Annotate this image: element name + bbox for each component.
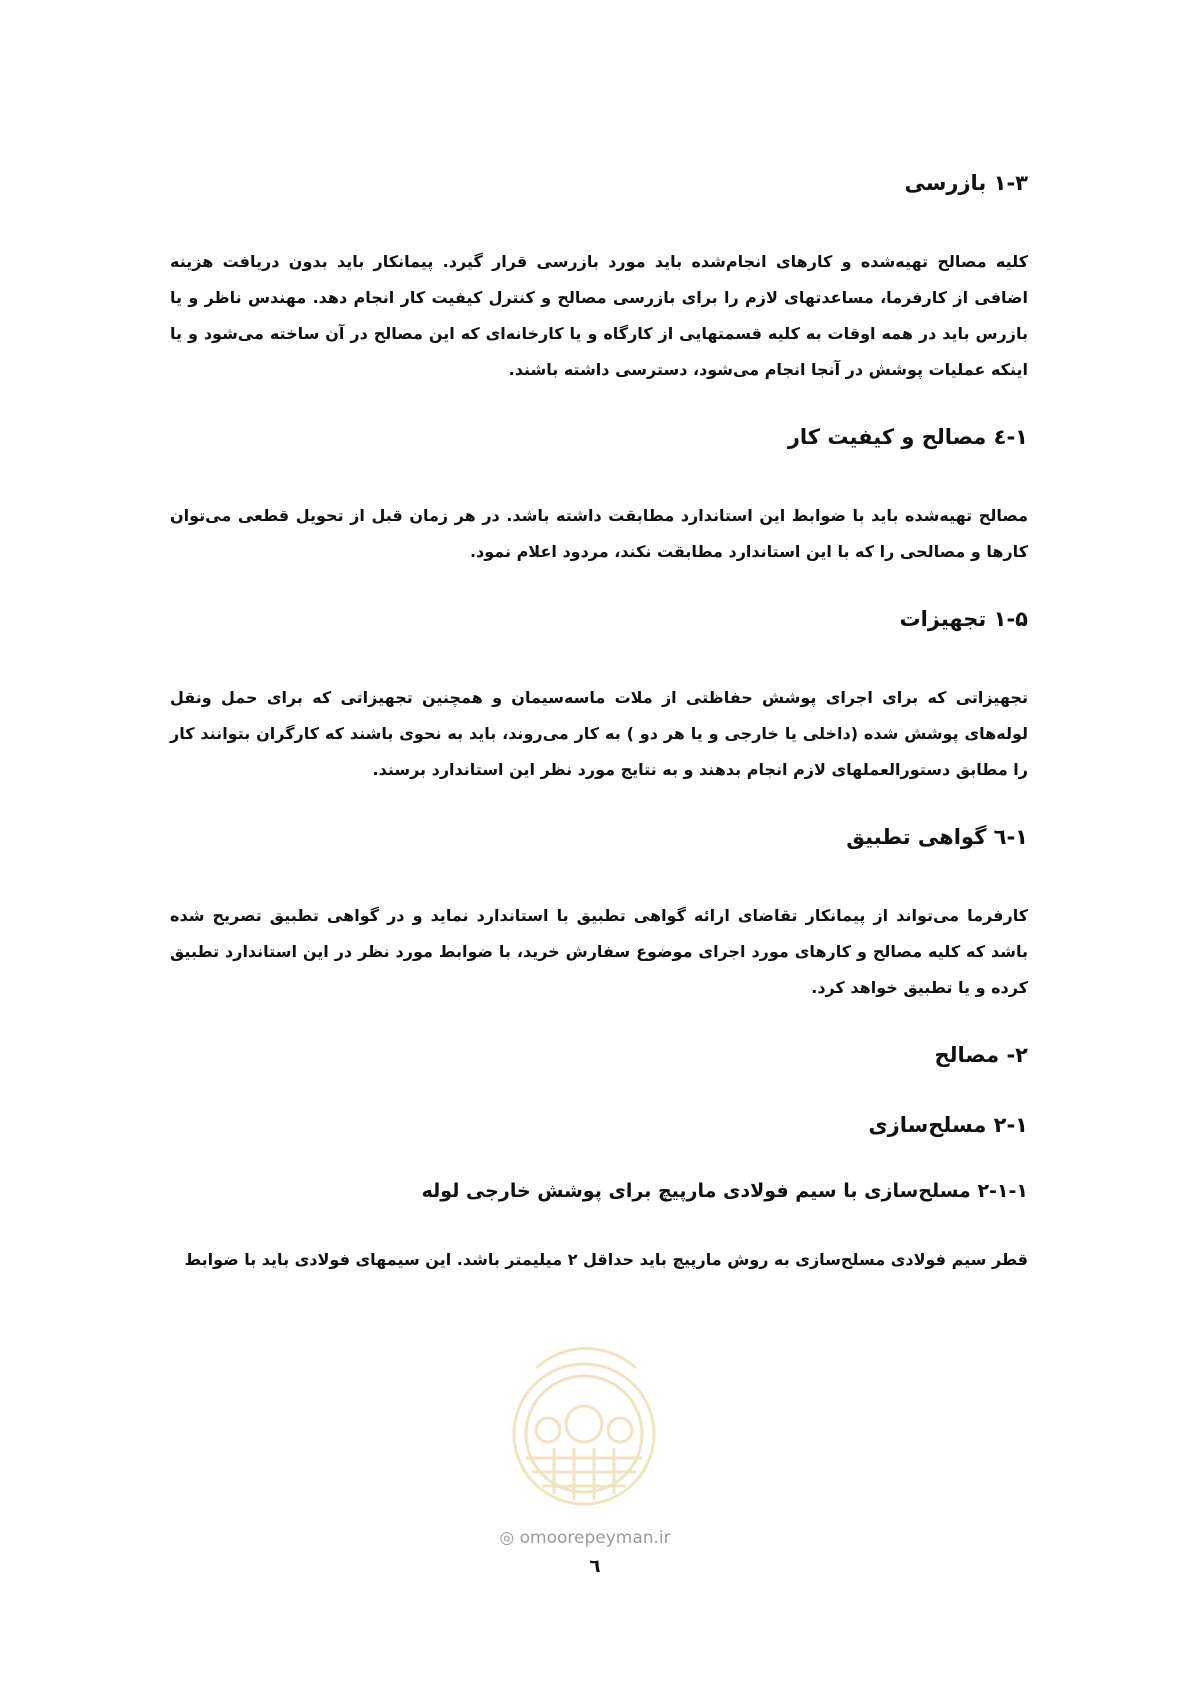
seal-logo-icon: [496, 1338, 672, 1514]
section-paragraph-1-3: کلیه مصالح تهیه‌شده و کارهای انجام‌شده باید مورد بازرسی قرار گیرد. پیمانکار باید بدون دریافت هزینه اضافی از کارفرما، مساعدتهای لازم را برای بازرسی مصالح و کنترل کیفیت کار انجام دهد. مهندس ناظر و یا بازرس باید در همه اوقات به کلیه قسمتهایی از کارگاه و یا کارخانه‌ای که این مصالح در آن ساخته می‌شود و یا اینکه عملیات پوشش در آنجا انجام می‌شود، دسترسی داشته باشند.: [170, 252, 1028, 379]
watermark-site-text: omoorepeyman.ir: [519, 1528, 671, 1548]
section-heading-1-5: ۱-۵ تجهیزات: [899, 607, 1028, 631]
section-paragraph-1-4: مصالح تهیه‌شده باید با ضوابط این استاندارد مطابقت داشته باشد. در هر زمان قبل از تحویل قطعی می‌توان کارها و مصالحی را که با این استاندارد مطابقت نکند، مردود اعلام نمود.: [170, 506, 1028, 561]
document-body: [170, 168, 1028, 1278]
watermark-site: ◎ omoorepeyman.ir: [499, 1528, 671, 1548]
section-heading-2-1-1: ۲-۱-۱ مسلح‌سازی با سیم فولادی مارپیچ برای پوشش خارجی لوله: [421, 1180, 1028, 1202]
section-heading-2: ۲- مصالح: [934, 1043, 1028, 1067]
page-number: ٦: [589, 1556, 601, 1577]
section-paragraph-1-5: تجهیزاتی که برای اجرای پوشش حفاظتی از ملات ماسه‌سیمان و همچنین تجهیزاتی که برای حمل ونقل لوله‌های پوشش شده (داخلی یا خارجی و یا هر دو ) به کار می‌روند، باید به نحوی باشند که کارگران بتوانند کار را مطابق دستورالعملهای لازم انجام بدهند و به نتایج مورد نظر این استاندارد برسند.: [170, 688, 1028, 779]
section-heading-2-1: ۲-۱ مسلح‌سازی: [868, 1113, 1028, 1137]
section-paragraph-1-6: کارفرما می‌تواند از پیمانکار تقاضای ارائه گواهی تطبیق با استاندارد نماید و در گواهی تطبیق تصریح شده باشد که کلیه مصالح و کارهای مورد اجرای موضوع سفارش خرید، با ضوابط مورد نظر در این استاندارد تطبیق کرده و یا تطبیق خواهد کرد.: [170, 906, 1028, 997]
section-heading-1-6: ۱-٦ گواهی تطبیق: [846, 825, 1028, 849]
section-paragraph-2-1-1: قطر سیم فولادی مسلح‌سازی به روش مارپیچ باید حداقل ۲ میلیمتر باشد. این سیمهای فولادی باید با ضوابط: [184, 1250, 1028, 1269]
section-heading-1-3: ۱-۳ بازرسی: [904, 171, 1028, 195]
section-heading-1-4: ۱-٤ مصالح و کیفیت کار: [787, 425, 1028, 449]
